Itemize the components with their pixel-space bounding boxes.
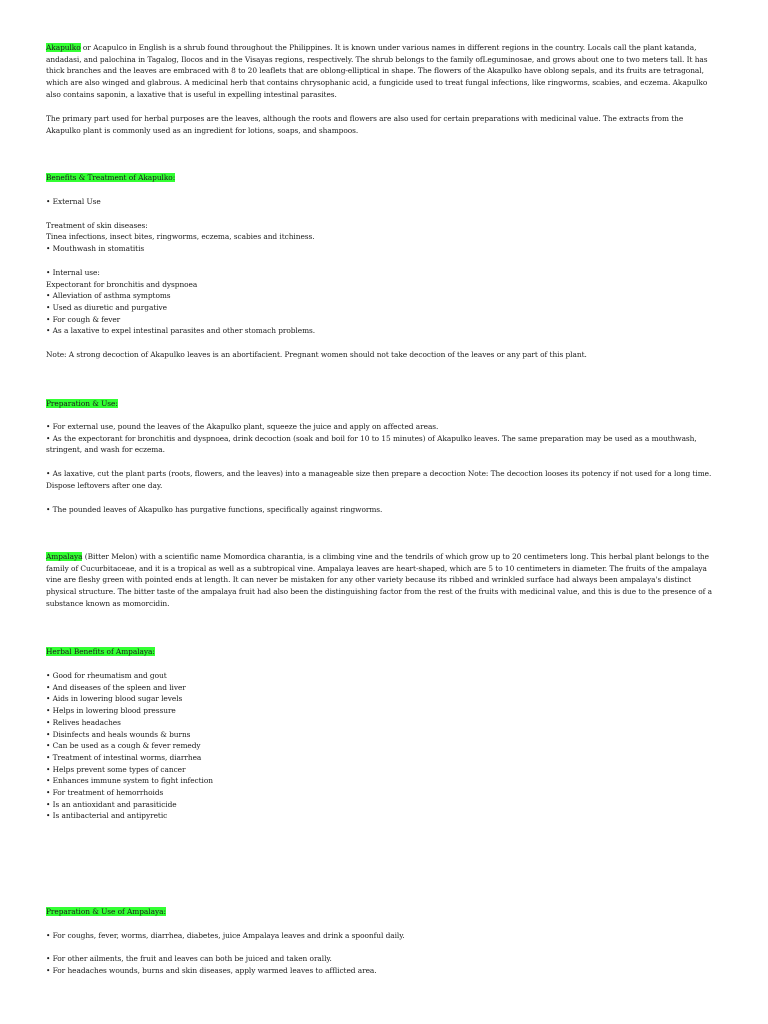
list-item: • And diseases of the spleen and liver bbox=[46, 682, 718, 694]
preparation-akapulko-heading: Preparation & Use: bbox=[46, 399, 118, 408]
list-item: • Enhances immune system to fight infection bbox=[46, 775, 718, 787]
ampalaya-intro bbox=[46, 551, 718, 610]
benefits-ampalaya-heading: Herbal Benefits of Ampalaya: bbox=[46, 647, 155, 656]
list-item: • Aids in lowering blood sugar levels bbox=[46, 693, 718, 705]
akapulko-term-highlight: Akapulko bbox=[46, 43, 81, 52]
list-item: • Treatment of intestinal worms, diarrhea bbox=[46, 752, 718, 764]
preparation-akapulko-list bbox=[46, 421, 718, 456]
list-item: • Helps prevent some types of cancer bbox=[46, 764, 718, 776]
preparation-ampalaya-list-block bbox=[46, 953, 718, 976]
ampalaya-intro-paragraph bbox=[46, 551, 718, 610]
benefits-akapulko-section bbox=[46, 196, 718, 337]
expectorant-line: Expectorant for bronchitis and dyspnoea bbox=[46, 279, 198, 289]
list-item: • Can be used as a cough & fever remedy bbox=[46, 740, 718, 752]
akapulko-intro-text: or Acapulco in English is a shrub found throughout the Philippines. It is known under various names in different regions in the country. Locals call the plant katanda, andadasi, and palochina in Tagalog, Ilocos and in the Visayas regions, respectively. The shrub belongs to the family ofLeguminosae, and grows about one to two meters tall. It has thick branches and the leaves are embraced with 8 to 20 leaflets that are oblong-elliptical in shape. The flowers of the Akapulko have oblong sepals, and its fruits are tetragonal, which are also winged and glabrous. A medicinal herb that contains chrysophanic acid, a fungicide used to treat fungal infections, like ringworms, scabies, and eczema. Akapulko also contains saponin, a laxative that is useful in expelling intestinal parasites. bbox=[46, 43, 708, 99]
list-item: • Is an antioxidant and parasiticide bbox=[46, 799, 718, 811]
laxative-paragraph: • As laxative, cut the plant parts (roots, flowers, and the leaves) into a manageable size then prepare a decoction Note: The decoction looses its potency if not used for a long time. Dispose leftovers after one day. bbox=[46, 468, 718, 491]
benefits-akapulko-heading: Benefits & Treatment of Akapulko: bbox=[46, 173, 176, 182]
mouthwash-item: • Mouthwash in stomatitis bbox=[46, 243, 718, 255]
list-item: • For external use, pound the leaves of the Akapulko plant, squeeze the juice and apply on affected areas. bbox=[46, 421, 718, 433]
akapulko-intro bbox=[46, 42, 718, 101]
benefits-ampalaya-list bbox=[46, 670, 718, 822]
skin-diseases-heading: Treatment of skin diseases: bbox=[46, 220, 148, 230]
benefits-ampalaya-section bbox=[46, 670, 718, 822]
abortifacient-note-block bbox=[46, 349, 718, 361]
benefits-akapulko-heading-block bbox=[46, 172, 718, 184]
preparation-ampalaya-heading-block bbox=[46, 906, 718, 918]
ampalaya-intro-text: (Bitter Melon) with a scientific name Momordica charantia, is a climbing vine and the tendrils of which grow up to 20 centimeters long. This herbal plant belongs to the family of Cucurbitaceae, and it is a tropical as well as a subtropical vine. Ampalaya leaves are heart-shaped, which are 5 to 10 centimeters in diameter. The fruits of the ampalaya vine are fleshy green with pointed ends at length. It can never be mistaken for any other variety because its ribbed and wrinkled surface had always been ampalaya's distinct physical structure. The bitter taste of the ampalaya fruit had also been the distinguishing factor from the rest of the fruits with medicinal value, and this is due to the presence of a substance known as momorcidin. bbox=[46, 552, 712, 608]
preparation-ampalaya-heading: Preparation & Use of Ampalaya: bbox=[46, 907, 166, 916]
ampalaya-term-highlight: Ampalaya bbox=[46, 552, 83, 561]
list-item: • Helps in lowering blood pressure bbox=[46, 705, 718, 717]
benefits-ampalaya-heading-block bbox=[46, 646, 718, 658]
internal-use-list bbox=[46, 290, 718, 337]
internal-use-item: • Internal use: bbox=[46, 267, 718, 279]
list-item: • Relives headaches bbox=[46, 717, 718, 729]
external-use-item: • External Use bbox=[46, 196, 718, 208]
purgative-paragraph-block bbox=[46, 504, 718, 516]
list-item: • As a laxative to expel intestinal parasites and other stomach problems. bbox=[46, 325, 718, 337]
list-item: • For cough & fever bbox=[46, 314, 718, 326]
preparation-akapulko-heading-block bbox=[46, 398, 718, 410]
preparation-ampalaya-item: • For other ailments, the fruit and leaves can both be juiced and taken orally. bbox=[46, 953, 718, 965]
akapulko-usage-paragraph bbox=[46, 113, 718, 136]
akapulko-usage-text: The primary part used for herbal purposes are the leaves, although the roots and flowers are also used for certain preparations with medicinal value. The extracts from the Akapulko plant is commonly used as an ingredient for lotions, soaps, and shampoos. bbox=[46, 114, 684, 135]
akapulko-intro-paragraph bbox=[46, 42, 718, 101]
list-item: • For treatment of hemorrhoids bbox=[46, 787, 718, 799]
list-item: • As the expectorant for bronchitis and dyspnoea, drink decoction (soak and boil for 10 to 15 minutes) of Akapulko leaves. The same preparation may be used as a mouthwash, stringent, and wash for eczema. bbox=[46, 433, 718, 456]
skin-diseases-list: Tinea infections, insect bites, ringworms, eczema, scabies and itchiness. bbox=[46, 232, 315, 242]
preparation-akapulko-section bbox=[46, 421, 718, 456]
list-item: • Used as diuretic and purgative bbox=[46, 302, 718, 314]
abortifacient-note: Note: A strong decoction of Akapulko leaves is an abortifacient. Pregnant women should not take decoction of the leaves or any part of this plant. bbox=[46, 350, 587, 359]
laxative-paragraph-block bbox=[46, 468, 718, 491]
preparation-ampalaya-item1-block bbox=[46, 930, 718, 942]
preparation-ampalaya-item: • For coughs, fever, worms, diarrhea, diabetes, juice Ampalaya leaves and drink a spoonful daily. bbox=[46, 930, 718, 942]
list-item: • Disinfects and heals wounds & burns bbox=[46, 729, 718, 741]
purgative-paragraph: • The pounded leaves of Akapulko has purgative functions, specifically against ringworms. bbox=[46, 504, 718, 516]
list-item: • Is antibacterial and antipyretic bbox=[46, 810, 718, 822]
preparation-ampalaya-item: • For headaches wounds, burns and skin diseases, apply warmed leaves to afflicted area. bbox=[46, 965, 718, 977]
list-item: • Good for rheumatism and gout bbox=[46, 670, 718, 682]
list-item: • Alleviation of asthma symptoms bbox=[46, 290, 718, 302]
